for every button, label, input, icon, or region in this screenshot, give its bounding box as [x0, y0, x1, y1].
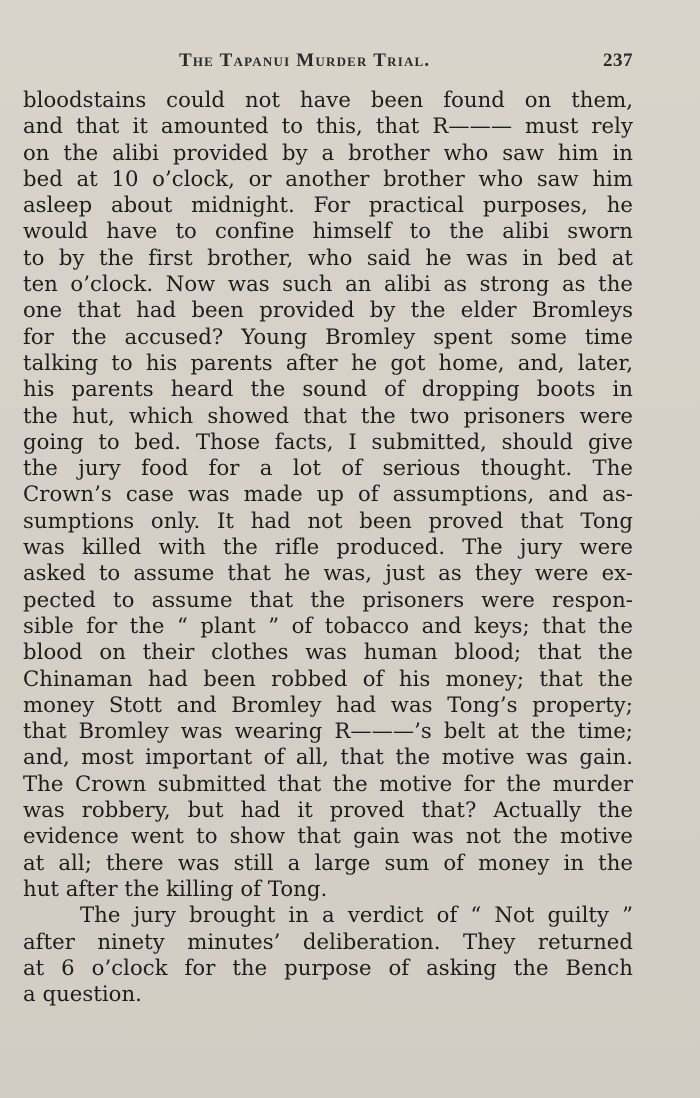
text-line: ten o’clock. Now was such an alibi as strong as the: [23, 271, 633, 297]
text-line: at 6 o’clock for the purpose of asking the Bench: [23, 954, 633, 980]
text-line: the jury food for a lot of serious thought. The: [23, 455, 633, 481]
text-line: the hut, which showed that the two prisoners were: [23, 402, 633, 428]
running-head: [0, 50, 700, 76]
text-line: would have to confine himself to the alibi sworn: [23, 218, 633, 244]
text-line: sible for the “ plant ” of tobacco and keys; that the: [23, 612, 633, 638]
text-line: going to bed. Those facts, I submitted, should give: [23, 428, 633, 454]
text-line: one that had been provided by the elder Bromleys: [23, 297, 633, 323]
text-line: talking to his parents after he got home, and, later,: [23, 349, 633, 375]
text-line: his parents heard the sound of dropping boots in: [23, 376, 633, 402]
text-line: and that it amounted to this, that R——— must rely: [23, 113, 633, 139]
text-line: that Bromley was wearing R———’s belt at the time;: [23, 718, 633, 744]
text-line: Crown’s case was made up of assumptions, and as-: [23, 481, 633, 507]
text-line: after ninety minutes’ deliberation. They returned: [23, 928, 633, 954]
text-line: bed at 10 o’clock, or another brother who saw him: [23, 165, 633, 191]
text-line: blood on their clothes was human blood; that the: [23, 639, 633, 665]
text-line: on the alibi provided by a brother who saw him in: [23, 139, 633, 165]
text-line: pected to assume that the prisoners were respon-: [23, 586, 633, 612]
text-line: to by the first brother, who said he was in bed at: [23, 244, 633, 270]
text-line: asleep about midnight. For practical purposes, he: [23, 192, 633, 218]
text-line: for the accused? Young Bromley spent some time: [23, 323, 633, 349]
text-line: Chinaman had been robbed of his money; that the: [23, 665, 633, 691]
paragraph: [23, 87, 633, 902]
text-line: The jury brought in a verdict of “ Not guilty ”: [80, 902, 633, 928]
text-line: was robbery, but had it proved that? Actually the: [23, 797, 633, 823]
text-line: money Stott and Bromley had was Tong’s property;: [23, 691, 633, 717]
text-line: was killed with the rifle produced. The jury were: [23, 534, 633, 560]
page-number: 237: [603, 50, 633, 71]
running-head-title: The Tapanui Murder Trial.: [179, 50, 431, 71]
text-line: asked to assume that he was, just as they were ex-: [23, 560, 633, 586]
paragraph: [23, 902, 633, 1007]
text-line: at all; there was still a large sum of money in the: [23, 849, 633, 875]
text-line: The Crown submitted that the motive for the murder: [23, 770, 633, 796]
text-line: sumptions only. It had not been proved that Tong: [23, 507, 633, 533]
text-line: hut after the killing of Tong.: [23, 875, 328, 901]
body-text: [23, 87, 633, 1007]
text-line: a question.: [23, 981, 142, 1007]
text-line: bloodstains could not have been found on them,: [23, 87, 633, 112]
text-line: and, most important of all, that the motive was gain.: [23, 744, 633, 770]
text-line: evidence went to show that gain was not the motive: [23, 823, 633, 849]
